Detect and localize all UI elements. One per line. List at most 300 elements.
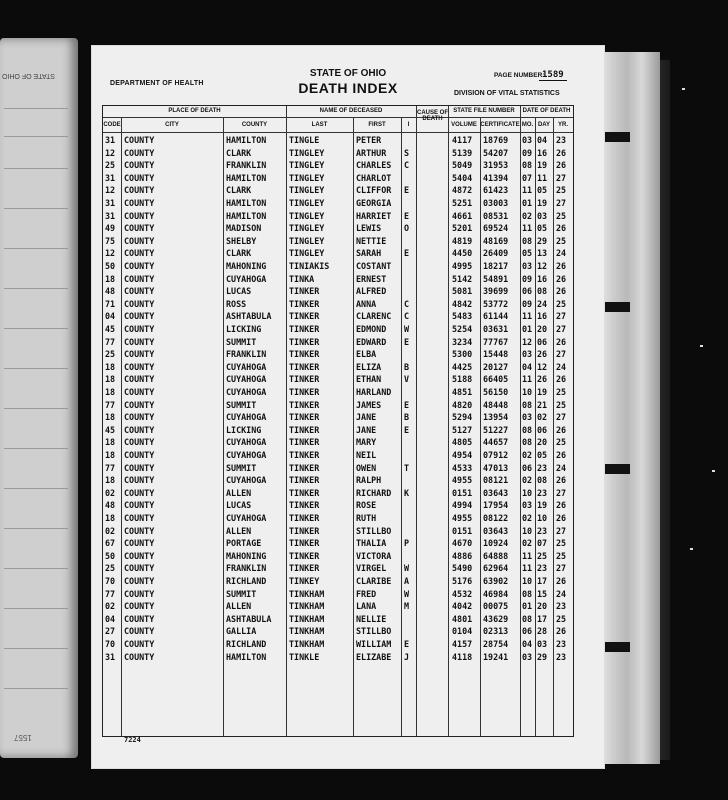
city-cell: COUNTY (124, 185, 155, 196)
certificate-cell: 03631 (483, 324, 509, 334)
volume-cell: 4117 (452, 135, 473, 145)
county-cell: LICKING (226, 324, 262, 334)
day-cell: 05 (537, 450, 548, 460)
month-cell: 03 (522, 412, 533, 423)
initial-cell: E (404, 399, 410, 410)
table-row (103, 436, 573, 449)
last-name-cell: TINGLEY (289, 235, 325, 246)
volume-cell: 4157 (452, 639, 473, 649)
volume-cell: 5251 (452, 198, 473, 208)
city-cell: COUNTY (124, 387, 155, 397)
first-name-cell: ANNA (356, 298, 377, 309)
first-name-cell: CLIFFOR (356, 185, 392, 196)
certificate-cell: 48448 (483, 399, 509, 410)
last-name-cell: TINKER (289, 487, 320, 498)
year-cell: 27 (556, 311, 567, 322)
month-cell: 02 (522, 513, 533, 523)
place-of-death-header: PLACE OF DEATH (168, 108, 221, 114)
certificate-cell: 44657 (483, 437, 509, 448)
county-cell: CLARK (226, 185, 252, 196)
volume-cell: 4820 (452, 399, 473, 410)
day-cell: 17 (537, 576, 548, 586)
month-cell: 03 (522, 135, 533, 145)
table-row (103, 499, 573, 512)
first-name-cell: OWEN (356, 462, 377, 473)
county-cell: CLARK (226, 248, 252, 259)
code-cell: 31 (105, 210, 116, 221)
year-cell: 25 (556, 613, 567, 624)
last-name-cell: TINKER (289, 424, 320, 435)
first-name-cell: NEIL (356, 450, 377, 460)
month-cell: 10 (522, 387, 533, 397)
first-header: FIRST (368, 122, 386, 128)
last-name-cell: TINKER (289, 450, 320, 460)
last-name-cell: TINKHAM (289, 588, 325, 599)
year-cell: 27 (556, 412, 567, 423)
code-cell: 02 (105, 601, 116, 612)
certificate-cell: 18217 (483, 261, 509, 271)
day-header: DAY (537, 122, 551, 128)
code-cell: 77 (105, 588, 116, 599)
code-cell: 04 (105, 311, 116, 322)
city-cell: COUNTY (124, 210, 155, 221)
county-cell: ALLEN (226, 525, 252, 536)
city-cell: COUNTY (124, 361, 155, 372)
county-cell: CUYAHOGA (226, 273, 267, 284)
code-cell: 77 (105, 336, 116, 347)
year-cell: 23 (556, 639, 567, 649)
volume-cell: 5300 (452, 349, 473, 360)
city-cell: COUNTY (124, 424, 155, 435)
year-cell: 26 (556, 160, 567, 171)
table-row (103, 474, 573, 487)
death-index-page (92, 46, 604, 768)
year-cell: 26 (556, 374, 567, 385)
year-cell: 26 (556, 336, 567, 347)
first-name-cell: JAMES (356, 399, 382, 410)
first-name-cell: EDWARD (356, 336, 387, 347)
county-cell: RICHLAND (226, 576, 267, 586)
certificate-cell: 54207 (483, 147, 509, 158)
day-cell: 28 (537, 626, 548, 637)
county-cell: HAMILTON (226, 135, 267, 145)
day-cell: 25 (537, 550, 548, 561)
code-cell: 18 (105, 412, 116, 423)
code-cell: 77 (105, 462, 116, 473)
county-cell: CUYAHOGA (226, 374, 267, 385)
county-cell: MADISON (226, 223, 262, 234)
first-name-cell: MARY (356, 437, 377, 448)
initial-cell: E (404, 336, 410, 347)
code-cell: 48 (105, 500, 116, 511)
year-cell: 26 (556, 626, 567, 637)
initial-cell: K (404, 487, 410, 498)
county-cell: ROSS (226, 298, 247, 309)
year-cell: 25 (556, 538, 567, 549)
month-cell: 10 (522, 487, 533, 498)
volume-cell: 4118 (452, 651, 473, 662)
certificate-cell: 28754 (483, 639, 509, 649)
year-header: YR. (557, 122, 568, 128)
day-cell: 10 (537, 513, 548, 523)
certificate-cell: 03003 (483, 198, 509, 208)
volume-cell: 4955 (452, 475, 473, 486)
certificate-cell: 53772 (483, 298, 509, 309)
certificate-cell: 41394 (483, 172, 509, 183)
last-name-cell: TINKEY (289, 576, 320, 586)
city-cell: COUNTY (124, 324, 155, 334)
certificate-cell: 07912 (483, 450, 509, 460)
volume-cell: 5139 (452, 147, 473, 158)
table-row (103, 373, 573, 386)
month-cell: 11 (522, 311, 533, 322)
code-cell: 31 (105, 651, 116, 662)
year-cell: 26 (556, 261, 567, 271)
county-cell: SUMMIT (226, 462, 257, 473)
initial-cell: C (404, 311, 410, 322)
previous-page-header: STATE OF OHIO (2, 72, 56, 79)
county-cell: CLARK (226, 147, 252, 158)
code-cell: 70 (105, 639, 116, 649)
year-cell: 23 (556, 135, 567, 145)
county-cell: SUMMIT (226, 399, 257, 410)
code-cell: 02 (105, 525, 116, 536)
county-cell: ASHTABULA (226, 311, 272, 322)
table-row (103, 159, 573, 172)
volume-cell: 4042 (452, 601, 473, 612)
first-name-cell: CHARLOT (356, 172, 392, 183)
volume-cell: 4801 (452, 613, 473, 624)
first-name-cell: RUTH (356, 513, 377, 523)
day-cell: 26 (537, 349, 548, 360)
county-cell: GALLIA (226, 626, 257, 637)
initial-cell: E (404, 639, 410, 649)
certificate-cell: 31953 (483, 160, 509, 171)
certificate-cell: 43629 (483, 613, 509, 624)
table-row (103, 298, 573, 311)
certificate-header: CERTIFICATE (480, 122, 520, 128)
table-row (103, 613, 573, 626)
code-cell: 71 (105, 298, 116, 309)
first-name-cell: JANE (356, 412, 377, 423)
last-name-cell: TINKLE (289, 651, 320, 662)
month-cell: 11 (522, 223, 533, 234)
city-cell: COUNTY (124, 412, 155, 423)
volume-cell: 5404 (452, 172, 473, 183)
city-cell: COUNTY (124, 298, 155, 309)
volume-cell: 5490 (452, 563, 473, 574)
day-cell: 19 (537, 387, 548, 397)
year-cell: 26 (556, 450, 567, 460)
initial-cell: B (404, 412, 410, 423)
table-row (103, 310, 573, 323)
last-name-cell: TINKHAM (289, 626, 325, 637)
table-row (103, 147, 573, 160)
year-cell: 25 (556, 437, 567, 448)
city-cell: COUNTY (124, 147, 155, 158)
volume-cell: 4851 (452, 387, 473, 397)
table-row (103, 588, 573, 601)
day-cell: 16 (537, 147, 548, 158)
last-name-cell: TINKER (289, 361, 320, 372)
month-cell: 06 (522, 626, 533, 637)
volume-cell: 4995 (452, 261, 473, 271)
certificate-cell: 56150 (483, 387, 509, 397)
county-cell: PORTAGE (226, 538, 262, 549)
table-row (103, 399, 573, 412)
city-cell: COUNTY (124, 550, 155, 561)
last-name-cell: TINGLEY (289, 248, 325, 259)
state-label: STATE OF OHIO (309, 68, 387, 79)
code-cell: 12 (105, 185, 116, 196)
code-cell: 31 (105, 135, 116, 145)
city-cell: COUNTY (124, 500, 155, 511)
day-cell: 05 (537, 185, 548, 196)
certificate-cell: 62964 (483, 563, 509, 574)
day-cell: 08 (537, 475, 548, 486)
last-name-cell: TINGLEY (289, 172, 325, 183)
month-cell: 02 (522, 538, 533, 549)
year-cell: 26 (556, 500, 567, 511)
city-cell: COUNTY (124, 487, 155, 498)
division-label: DIVISION OF VITAL STATISTICS (454, 90, 560, 97)
initial-cell: M (404, 601, 410, 612)
table-row (103, 184, 573, 197)
code-cell: 31 (105, 198, 116, 208)
city-cell: COUNTY (124, 399, 155, 410)
volume-cell: 4886 (452, 550, 473, 561)
last-name-cell: TINKER (289, 336, 320, 347)
day-cell: 04 (537, 135, 548, 145)
day-cell: 13 (537, 248, 548, 259)
city-cell: COUNTY (124, 651, 155, 662)
initial-cell: W (404, 563, 410, 574)
county-cell: HAMILTON (226, 172, 267, 183)
county-cell: MAHONING (226, 550, 267, 561)
month-cell: 08 (522, 399, 533, 410)
first-name-cell: STILLBO (356, 626, 392, 637)
code-cell: 25 (105, 563, 116, 574)
city-cell: COUNTY (124, 613, 155, 624)
volume-cell: 4533 (452, 462, 473, 473)
month-cell: 08 (522, 588, 533, 599)
code-cell: 18 (105, 273, 116, 284)
city-cell: COUNTY (124, 462, 155, 473)
table-row (103, 323, 573, 336)
table-row (103, 575, 573, 588)
city-cell: COUNTY (124, 311, 155, 322)
day-cell: 21 (537, 399, 548, 410)
city-cell: COUNTY (124, 639, 155, 649)
state-file-number-header: STATE FILE NUMBER (453, 108, 515, 114)
year-cell: 25 (556, 399, 567, 410)
city-cell: COUNTY (124, 286, 155, 297)
day-cell: 06 (537, 336, 548, 347)
year-cell: 26 (556, 424, 567, 435)
certificate-cell: 18769 (483, 135, 509, 145)
year-cell: 25 (556, 298, 567, 309)
month-cell: 12 (522, 336, 533, 347)
day-cell: 19 (537, 500, 548, 511)
last-name-cell: TINKER (289, 387, 320, 397)
volume-cell: 4819 (452, 235, 473, 246)
code-cell: 70 (105, 576, 116, 586)
day-cell: 24 (537, 298, 548, 309)
city-cell: COUNTY (124, 223, 155, 234)
volume-cell: 5483 (452, 311, 473, 322)
table-row (103, 512, 573, 525)
table-row (103, 600, 573, 613)
code-cell: 18 (105, 361, 116, 372)
month-cell: 08 (522, 437, 533, 448)
month-cell: 04 (522, 361, 533, 372)
first-name-cell: NELLIE (356, 613, 387, 624)
first-name-cell: ALFRED (356, 286, 387, 297)
year-cell: 25 (556, 387, 567, 397)
year-cell: 23 (556, 651, 567, 662)
initial-cell: A (404, 576, 410, 586)
county-cell: CUYAHOGA (226, 437, 267, 448)
name-of-deceased-header: NAME OF DECEASED (319, 108, 383, 114)
code-cell: 50 (105, 550, 116, 561)
day-cell: 16 (537, 311, 548, 322)
last-name-cell: TINGLEY (289, 160, 325, 171)
day-cell: 23 (537, 462, 548, 473)
initial-cell: V (404, 374, 410, 385)
code-header: CODE (103, 122, 121, 128)
certificate-cell: 00075 (483, 601, 509, 612)
city-cell: COUNTY (124, 513, 155, 523)
initial-cell: E (404, 185, 410, 196)
certificate-cell: 17954 (483, 500, 509, 511)
certificate-cell: 08531 (483, 210, 509, 221)
day-cell: 29 (537, 235, 548, 246)
code-cell: 77 (105, 399, 116, 410)
table-row (103, 625, 573, 638)
volume-cell: 5142 (452, 273, 473, 284)
last-name-cell: TINKER (289, 399, 320, 410)
day-cell: 20 (537, 324, 548, 334)
code-cell: 25 (105, 349, 116, 360)
code-cell: 18 (105, 475, 116, 486)
month-cell: 07 (522, 172, 533, 183)
year-cell: 23 (556, 601, 567, 612)
year-cell: 27 (556, 525, 567, 536)
volume-header: VOLUME (451, 122, 477, 128)
county-cell: CUYAHOGA (226, 361, 267, 372)
county-header: COUNTY (241, 122, 268, 128)
city-cell: COUNTY (124, 135, 155, 145)
volume-cell: 5294 (452, 412, 473, 423)
volume-cell: 4450 (452, 248, 473, 259)
certificate-cell: 08122 (483, 513, 509, 523)
last-name-cell: TINKHAM (289, 639, 325, 649)
volume-cell: 5176 (452, 576, 473, 586)
month-header: MO. (521, 122, 534, 128)
city-cell: COUNTY (124, 160, 155, 171)
first-name-cell: ARTHUR (356, 147, 387, 158)
volume-cell: 4661 (452, 210, 473, 221)
city-cell: COUNTY (124, 198, 155, 208)
volume-cell: 4532 (452, 588, 473, 599)
certificate-cell: 61423 (483, 185, 509, 196)
initial-cell: C (404, 298, 410, 309)
code-cell: 02 (105, 487, 116, 498)
day-cell: 03 (537, 210, 548, 221)
county-cell: SUMMIT (226, 588, 257, 599)
day-cell: 12 (537, 361, 548, 372)
city-cell: COUNTY (124, 349, 155, 360)
month-cell: 11 (522, 185, 533, 196)
volume-cell: 4954 (452, 450, 473, 460)
table-row (103, 487, 573, 500)
last-name-cell: TINKER (289, 412, 320, 423)
code-cell: 48 (105, 286, 116, 297)
year-cell: 27 (556, 487, 567, 498)
county-cell: CUYAHOGA (226, 387, 267, 397)
code-cell: 25 (105, 160, 116, 171)
city-cell: COUNTY (124, 235, 155, 246)
first-name-cell: VICTORA (356, 550, 392, 561)
table-row (103, 537, 573, 550)
month-cell: 06 (522, 462, 533, 473)
county-cell: FRANKLIN (226, 349, 267, 360)
month-cell: 03 (522, 651, 533, 662)
first-name-cell: WILLIAM (356, 639, 392, 649)
city-cell: COUNTY (124, 273, 155, 284)
table-row (103, 386, 573, 399)
year-cell: 26 (556, 576, 567, 586)
certificate-cell: 66405 (483, 374, 509, 385)
volume-cell: 5081 (452, 286, 473, 297)
last-name-cell: TINKER (289, 525, 320, 536)
city-cell: COUNTY (124, 525, 155, 536)
initial-cell: W (404, 588, 410, 599)
month-cell: 11 (522, 374, 533, 385)
first-name-cell: SARAH (356, 248, 382, 259)
month-cell: 01 (522, 324, 533, 334)
month-cell: 08 (522, 235, 533, 246)
month-cell: 03 (522, 500, 533, 511)
certificate-cell: 03643 (483, 525, 509, 536)
last-name-cell: TINGLEY (289, 210, 325, 221)
county-cell: LICKING (226, 424, 262, 435)
county-cell: SHELBY (226, 235, 257, 246)
month-cell: 10 (522, 525, 533, 536)
first-name-cell: ELIZABE (356, 651, 392, 662)
year-cell: 25 (556, 185, 567, 196)
day-cell: 02 (537, 412, 548, 423)
last-name-cell: TINKER (289, 462, 320, 473)
initial-cell: E (404, 424, 410, 435)
first-name-cell: HARLAND (356, 387, 392, 397)
code-cell: 12 (105, 147, 116, 158)
table-row (103, 562, 573, 575)
last-name-cell: TINGLEY (289, 223, 325, 234)
table-row (103, 525, 573, 538)
first-name-cell: PETER (356, 135, 382, 145)
volume-cell: 4955 (452, 513, 473, 523)
month-cell: 01 (522, 601, 533, 612)
day-cell: 08 (537, 286, 548, 297)
page-footer-number: 7224 (124, 736, 141, 744)
day-cell: 16 (537, 273, 548, 284)
last-name-cell: TINKER (289, 475, 320, 486)
table-row (103, 273, 573, 286)
last-header: LAST (311, 122, 328, 128)
table-row (103, 197, 573, 210)
county-cell: FRANKLIN (226, 563, 267, 574)
